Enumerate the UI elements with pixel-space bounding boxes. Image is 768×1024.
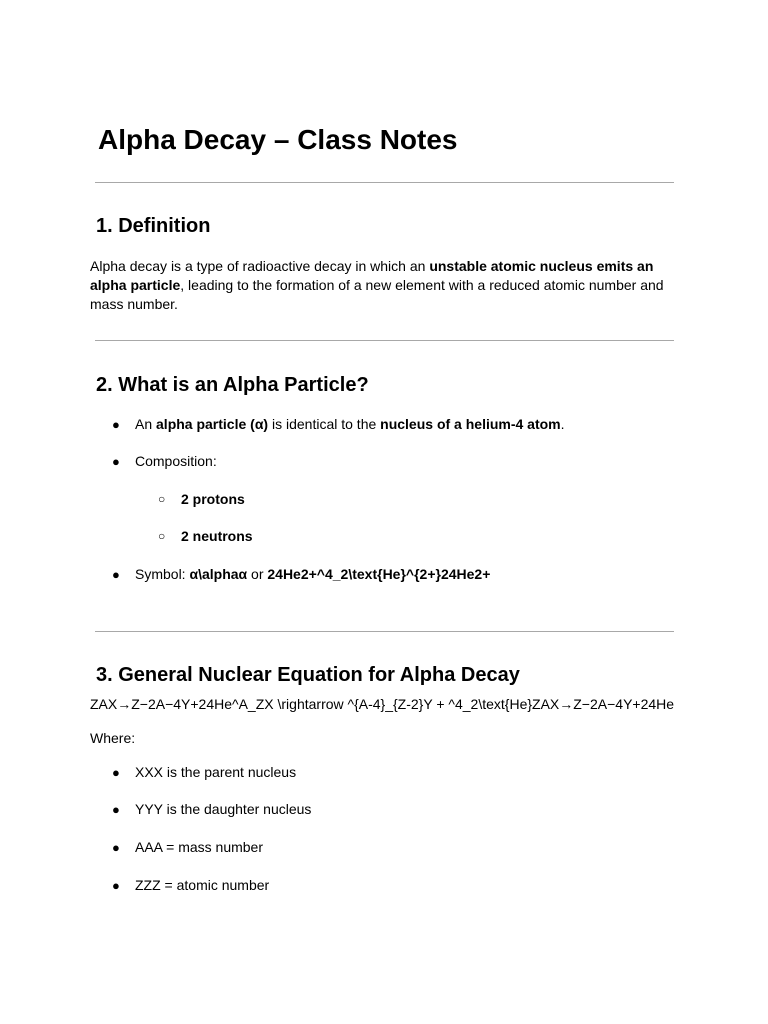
bullet-icon: ● [112, 878, 120, 893]
symbol-or: or [247, 566, 268, 582]
definition-text-end: , leading to the formation of a new element with a reduced atomic number and mass number. [90, 277, 664, 312]
page-title: Alpha Decay – Class Notes [98, 124, 458, 155]
section-1-heading: 1. Definition [96, 215, 211, 237]
definition-paragraph [90, 257, 680, 314]
bullet-icon: ● [112, 840, 120, 855]
alpha-item-text-1: An [135, 416, 157, 432]
symbol-label: Symbol: [135, 566, 190, 582]
section-2-heading: 2. What is an Alpha Particle? [96, 374, 369, 396]
definition-text-start: Alpha decay is a type of radioactive decay in which an [90, 258, 430, 274]
divider [95, 340, 674, 341]
bullet-icon: ● [112, 417, 120, 432]
bullet-icon: ● [112, 765, 120, 780]
list-item: YYY is the daughter nucleus [135, 801, 312, 817]
divider [95, 631, 674, 632]
sub-list-item: 2 neutrons [181, 528, 253, 544]
divider [95, 182, 674, 183]
alpha-item-text-3: . [560, 416, 565, 432]
list-item [135, 565, 490, 584]
section-3-heading: 3. General Nuclear Equation for Alpha Decay [96, 664, 520, 686]
where-label: Where: [90, 730, 136, 746]
sub-bullet-icon: ○ [158, 529, 166, 543]
alpha-symbol: α\alphaα [189, 566, 248, 582]
sub-bullet-icon: ○ [158, 492, 166, 506]
bullet-icon: ● [112, 567, 120, 582]
nuclear-equation: ZAX→Z−2A−4Y+24He^A_ZX \rightarrow ^{A-4}_{Z-2}Y + ^4_2\text{He}ZAX→Z−2A−4Y+24He [90, 696, 675, 712]
list-item: AAA = mass number [135, 839, 264, 855]
helium-symbol: 24He2+^4_2\text{He}^{2+}24He2+ [267, 566, 491, 582]
alpha-item-bold-1: alpha particle (α) [156, 416, 269, 432]
alpha-item-bold-2: nucleus of a helium-4 atom [380, 416, 561, 432]
bullet-icon: ● [112, 802, 120, 817]
sub-list-item: 2 protons [181, 491, 245, 507]
alpha-item-text-2: is identical to the [268, 416, 381, 432]
bullet-icon: ● [112, 454, 120, 469]
list-item: XXX is the parent nucleus [135, 764, 297, 780]
list-item [135, 415, 565, 434]
definition-bold-phrase: unstable atomic nucleus emits an alpha particle [90, 258, 654, 293]
composition-label: Composition: [135, 453, 217, 469]
list-item: ZZZ = atomic number [135, 877, 270, 893]
